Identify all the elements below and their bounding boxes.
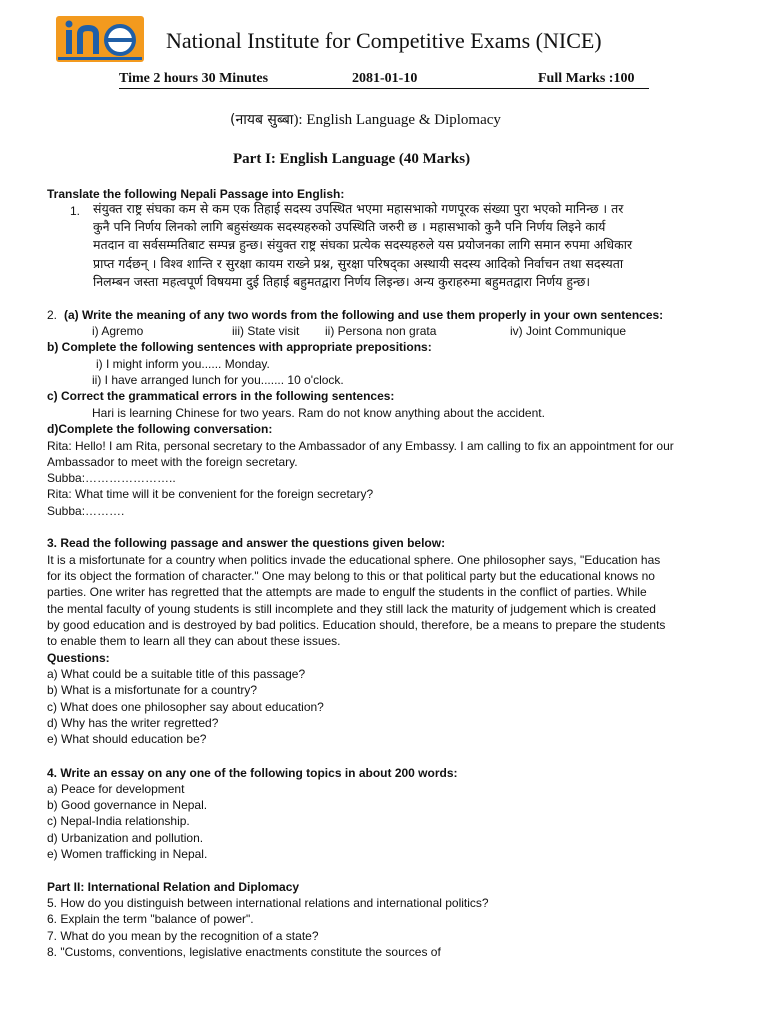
essay-topic: a) Peace for development [47, 782, 185, 796]
essay-topic: c) Nepal-India relationship. [47, 814, 190, 828]
q3-passage-line: It is a misfortunate for a country when politics invade the educational sphere. One philosopher says, "Education has [47, 553, 661, 567]
q3-passage-line: the mental faculty of young students is still incomplete and they still lack the maturity of judgement which is created [47, 602, 656, 616]
q2c-text: Hari is learning Chinese for two years. Ram do not know anything about the accident. [92, 406, 545, 420]
q3-passage-line: by good education and is destroyed by bad politics. Education should, therefore, be a means to prepare the students [47, 618, 666, 632]
conversation-line: Subba:………. [47, 504, 125, 518]
q2c-heading: c) Correct the grammatical errors in the following sentences: [47, 389, 395, 403]
part2-question: 6. Explain the term "balance of power". [47, 912, 254, 926]
questions-label: Questions: [47, 651, 110, 665]
q3-heading: 3. Read the following passage and answer the questions given below: [47, 536, 446, 550]
q2a-option: ii) Persona non grata [325, 324, 437, 338]
q3-question: b) What is a misfortunate for a country? [47, 683, 258, 697]
q2a-option: iii) State visit [232, 324, 300, 338]
q3-question: d) Why has the writer regretted? [47, 716, 219, 730]
conversation-line: Rita: Hello! I am Rita, personal secretary to the Ambassador of any Embassy. I am calling to fix an appointment for our [47, 439, 674, 453]
q3-question: a) What could be a suitable title of this passage? [47, 667, 306, 681]
q1-passage-line: मतदान वा सर्वसम्मतिबाट सम्पन्न हुन्छ। संयुक्त राष्ट्र संघका प्रत्येक सदस्यहरुले यस प्रयोजनका लागि समान रुपमा अधिकार [93, 237, 633, 252]
q3-question: c) What does one philosopher say about education? [47, 700, 324, 714]
q1-number: 1. [70, 204, 81, 218]
q3-passage-line: for its object the formation of character." One may belong to this or that political party but the educational knows no [47, 569, 655, 583]
q1-passage-line: निलम्बन जस्ता महत्वपूर्ण विषयमा दुई तिहाई बहुमतद्वारा निर्णय लिइन्छ। अन्य कुराहरुमा बहुमतद्वारा निर्णय हुन्छ। [93, 274, 591, 289]
header-underline [119, 88, 649, 89]
q3-passage-line: parties. One writer has regretted that the attempts are made to engulf the students in the conflict of parties. While [47, 585, 647, 599]
q2d-heading: d)Complete the following conversation: [47, 422, 273, 436]
q2b-item: i) I might inform you...... Monday. [96, 357, 270, 371]
part2-question: 7. What do you mean by the recognition of a state? [47, 929, 319, 943]
subject-english: ): English Language & Diplomacy [293, 112, 501, 128]
q1-passage-line: प्राप्त गर्दछन् । विश्व शान्ति र सुरक्षा कायम राख्ने प्रश्न, सुरक्षा परिषद्का अस्थायी सदस्य आदिको निर्वाचन तथा सदस्यता [93, 256, 624, 271]
exam-time: Time 2 hours 30 Minutes [119, 71, 269, 86]
full-marks: Full Marks :100 [538, 71, 635, 86]
q2b-item: ii) I have arranged lunch for you....... 10 o'clock. [92, 373, 344, 387]
nice-logo [56, 16, 144, 62]
conversation-line: Rita: What time will it be convenient for the foreign secretary? [47, 487, 374, 501]
q2a-option: i) Agremo [92, 324, 144, 338]
part2-heading: Part II: International Relation and Diplomacy [47, 880, 300, 894]
essay-topic: e) Women trafficking in Nepal. [47, 847, 208, 861]
essay-topic: d) Urbanization and pollution. [47, 831, 204, 845]
part2-question: 5. How do you distinguish between international relations and international politics? [47, 896, 489, 910]
q1-passage-line: कुनै पनि निर्णय लिनको लागि बहुसंख्यक सदस्यहरुको उपस्थिति जरुरी छ । महासभाको कुनै पनि निर्णय लिइने कार्य [93, 219, 606, 234]
page-title: National Institute for Competitive Exams (NICE) [166, 28, 602, 53]
q2a-option: iv) Joint Communique [510, 324, 627, 338]
q1-heading: Translate the following Nepali Passage into English: [47, 187, 345, 201]
conversation-line: Subba:………………….. [47, 471, 176, 485]
q3-question: e) What should education be? [47, 732, 207, 746]
q2-number: 2. [47, 308, 58, 322]
q1-passage-line: संयुक्त राष्ट्र संघका कम से कम एक तिहाई सदस्य उपस्थित भएमा महासभाको गणपूरक संख्या पुरा भएको मानिन्छ । तर [93, 201, 624, 216]
q2b-heading: b) Complete the following sentences with appropriate prepositions: [47, 340, 432, 354]
essay-topic: b) Good governance in Nepal. [47, 798, 208, 812]
nice-logo-graphic [56, 16, 144, 62]
q3-passage-line: to enable them to learn all they can about these issues. [47, 634, 341, 648]
exam-subject [230, 110, 501, 129]
exam-date: 2081-01-10 [352, 71, 418, 86]
part2-question: 8. "Customs, conventions, legislative enactments constitute the sources of [47, 945, 441, 959]
q4-heading: 4. Write an essay on any one of the following topics in about 200 words: [47, 766, 458, 780]
subject-nepali: (नायब सुब्बा [230, 112, 294, 128]
q2a-heading: (a) Write the meaning of any two words from the following and use them properly in your own sentences: [64, 308, 664, 322]
conversation-line: Ambassador to meet with the foreign secretary. [47, 455, 298, 469]
part1-heading: Part I: English Language (40 Marks) [233, 151, 471, 167]
